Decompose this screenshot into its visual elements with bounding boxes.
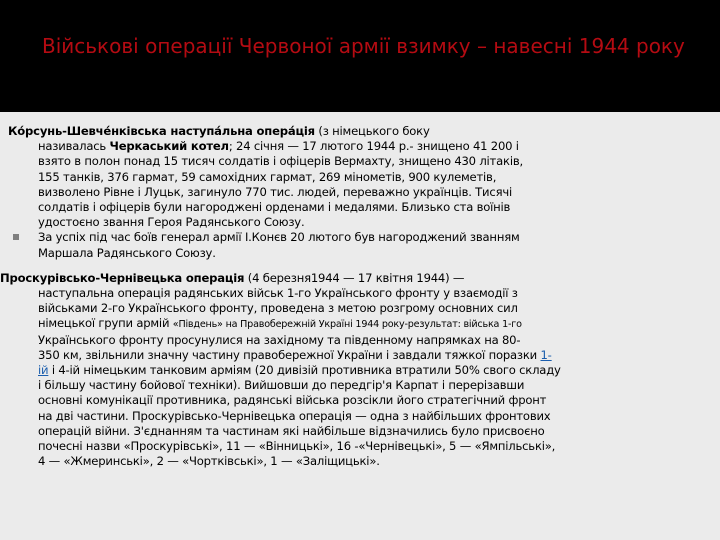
proskuriv-paragraph [0, 271, 716, 470]
korsun-line-6: солдатів і офіцерів були нагороджені орденами і медалями. Близько ста воїнів [38, 200, 511, 215]
proskuriv-text: і 4-ій німецьким танковим арміям (20 дивізій противника втратили 50% свого складу [48, 363, 561, 378]
tank-army-link[interactable]: 1- [540, 347, 552, 362]
konev-bullet [0, 230, 716, 260]
proskuriv-line-9: основні комунікації противника, радянські війська розсікли його стратегічний фронт [38, 393, 547, 408]
proskuriv-line-7 [38, 363, 708, 378]
cherkasy-pocket-term: Черкаський котел [109, 139, 229, 154]
proskuriv-line-4 [38, 316, 708, 332]
korsun-line-2 [38, 139, 704, 154]
proskuriv-line-2: наступальна операція радянських військ 1-го Українського фронту у взаємодії з [38, 286, 518, 301]
korsun-text: ; 24 січня — 17 лютого 1944 р.- знищено 41 200 і [228, 139, 519, 154]
proskuriv-line-8: і більшу частину бойової техніки). Вийшовши до передгір'я Карпат і перерізавши [38, 378, 525, 393]
proskuriv-dates: (4 березня1944 — 17 квітня 1944) — [244, 270, 465, 285]
proskuriv-line-13: 4 — «Жмеринські», 2 — «Чортківські», 1 — «Заліщицькі». [38, 454, 380, 469]
korsun-line-4: 155 танків, 376 гармат, 59 самохідних гармат, 269 мінометів, 900 кулеметів, [38, 169, 497, 184]
bullet-marker [13, 234, 19, 240]
konev-line-1: За успіх під час боїв генерал армії І.Конєв 20 лютого був нагороджений званням [38, 230, 520, 245]
proskuriv-line-12: почесні назви «Проскурівські», 11 — «Вінницькі», 16 -«Чернівецькі», 5 — «Ямпільські», [38, 439, 556, 454]
proskuriv-small-text: «Південь» на Правобережній Україні 1944 року-результат: війська 1-го [172, 319, 522, 331]
korsun-overlap-text: (з німецького боку [318, 124, 430, 138]
proskuriv-line-1 [0, 271, 708, 286]
korsun-line-3: взято в полон понад 15 тисяч солдатів і офіцерів Вермахту, знищено 430 літаків, [38, 154, 523, 169]
proskuriv-line-3: військами 2-го Українського фронту, проведена з метою розгрому основних сил [38, 301, 518, 316]
korsun-line-5: визволено Рівне і Луцьк, загинуло 770 тис. людей, переважно українців. Тисячі [38, 184, 513, 199]
korsun-operation-name: Ко́рсунь-Шевче́нківська наступа́льна опера́ція [8, 124, 315, 138]
proskuriv-text: 350 км, звільнили значну частину правобережної України і завдали тяжкої поразки [38, 347, 541, 362]
proskuriv-line-5: Українського фронту просунулися на західному та південному напрямках на 80- [38, 332, 521, 347]
korsun-line-7: удостоєно звання Героя Радянського Союзу. [38, 215, 305, 230]
proskuriv-text: німецької групи армій [38, 316, 173, 331]
title-bar [0, 0, 720, 112]
proskuriv-line-6 [38, 348, 708, 363]
proskuriv-operation-name: Проскурівсько-Чернівецька операція [0, 270, 245, 285]
korsun-line-1 [8, 124, 704, 139]
proskuriv-line-11: операцій війни. З'єднанням та частинам які найбільше відзначились було присвоєно [38, 423, 545, 438]
korsun-text: називалась [38, 139, 110, 154]
konev-line-2: Маршала Радянського Союзу. [38, 245, 216, 260]
proskuriv-line-10: на дві частини. Проскурівсько-Чернівецька операція — одна з найбільших фронтових [38, 408, 551, 423]
slide-body [0, 124, 716, 469]
korsun-paragraph [0, 124, 716, 230]
tank-army-link-cont[interactable]: ій [38, 363, 49, 378]
slide-title: Військові операції Червоної армії взимку – навесні 1944 року [42, 34, 685, 58]
